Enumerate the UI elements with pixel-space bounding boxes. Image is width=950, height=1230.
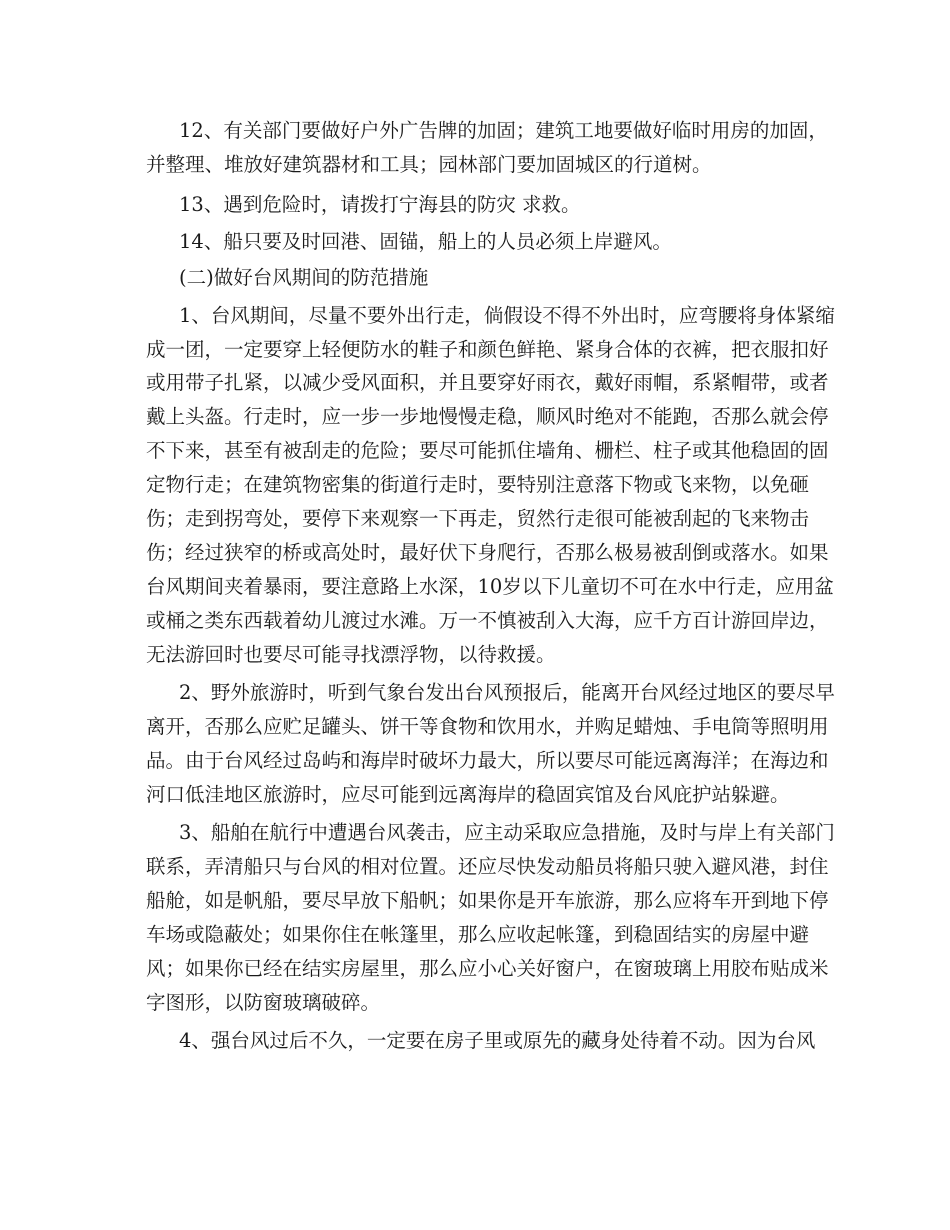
text-line-6: 1、台风期间，尽量不要外出行走，倘假设不得不外出时，应弯腰将身体紧缩	[179, 304, 835, 327]
text-line-7: 成一团，一定要穿上轻便防水的鞋子和颜色鲜艳、紧身合体的衣裤，把衣服扣好	[146, 338, 829, 361]
text-line-12: 伤；走到拐弯处，要停下来观察一下再走，贸然行走很可能被刮起的飞来物击	[146, 507, 810, 530]
text-line-14: 台风期间夹着暴雨，要注意路上水深，10岁以下儿童切不可在水中行走，应用盆	[146, 575, 834, 598]
text-line-19: 品。由于台风经过岛屿和海岸时破坏力最大，所以要尽可能远离海洋；在海边和	[146, 749, 829, 772]
text-line-25: 风；如果你已经在结实房屋里，那么应小心关好窗户，在窗玻璃上用胶布贴成米	[146, 957, 829, 980]
text-line-17: 2、野外旅游时，听到气象台发出台风预报后，能离开台风经过地区的要尽早	[179, 681, 835, 704]
text-line-18: 离开，否那么应贮足罐头、饼干等食物和饮用水，并购足蜡烛、手电筒等照明用	[146, 715, 829, 738]
text-line-21: 3、船舶在航行中遭遇台风袭击，应主动采取应急措施，及时与岸上有关部门	[179, 821, 835, 844]
text-line-3: 13、遇到危险时，请拨打宁海县的防灾 求救。	[179, 193, 581, 216]
text-line-26: 字图形，以防窗玻璃破碎。	[146, 991, 381, 1014]
text-line-4: 14、船只要及时回港、固锚，船上的人员必须上岸避风。	[179, 230, 672, 253]
text-line-22: 联系，弄清船只与台风的相对位置。还应尽快发动船员将船只驶入避风港，封住	[146, 855, 829, 878]
text-line-13: 伤；经过狭窄的桥或高处时，最好伏下身爬行，否那么极易被刮倒或落水。如果	[146, 541, 829, 564]
text-line-2: 并整理、堆放好建筑器材和工具；园林部门要加固城区的行道树。	[146, 153, 712, 176]
text-line-15: 或桶之类东西载着幼儿渡过水滩。万一不慎被刮入大海，应千方百计游回岸边，	[146, 609, 829, 632]
text-line-23: 船舱，如是帆船，要尽早放下船帆；如果你是开车旅游，那么应将车开到地下停	[146, 889, 829, 912]
text-line-9: 戴上头盔。行走时，应一步一步地慢慢走稳，顺风时绝对不能跑，否那么就会停	[146, 405, 829, 428]
text-line-20: 河口低洼地区旅游时，应尽可能到远离海岸的稳固宾馆及台风庇护站躲避。	[146, 783, 790, 806]
text-line-27: 4、强台风过后不久，一定要在房子里或原先的藏身处待着不动。因为台风	[179, 1029, 816, 1052]
text-line-1: 12、有关部门要做好户外广告牌的加固；建筑工地要做好临时用房的加固，	[179, 119, 828, 142]
text-line-11: 定物行走；在建筑物密集的街道行走时，要特别注意落下物或飞来物，以免砸	[146, 473, 810, 496]
text-line-24: 车场或隐蔽处；如果你住在帐篷里，那么应收起帐篷，到稳固结实的房屋中避	[146, 923, 810, 946]
text-line-16: 无法游回时也要尽可能寻找漂浮物，以待救援。	[146, 643, 556, 666]
text-line-5: (二)做好台风期间的防范措施	[179, 266, 429, 289]
text-line-8: 或用带子扎紧，以减少受风面积，并且要穿好雨衣，戴好雨帽，系紧帽带，或者	[146, 371, 829, 394]
text-line-10: 不下来，甚至有被刮走的危险；要尽可能抓住墙角、栅栏、柱子或其他稳固的固	[146, 439, 829, 462]
